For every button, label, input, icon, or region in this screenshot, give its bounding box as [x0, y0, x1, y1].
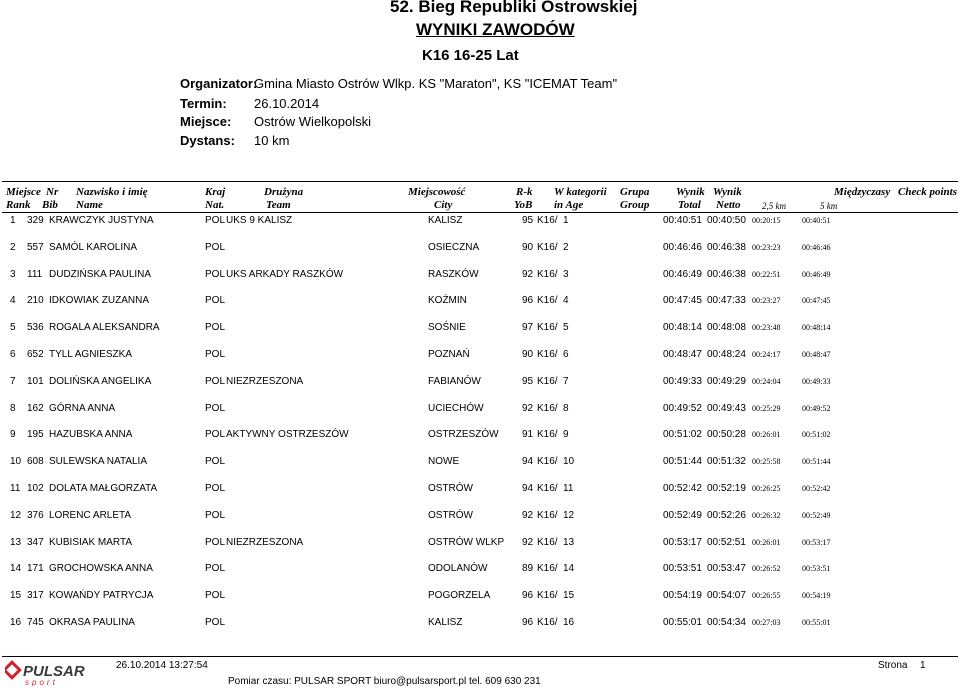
- cell-s2: 00:46:49: [802, 269, 831, 279]
- cell-yob: 96: [522, 295, 534, 307]
- cell-place: 4: [563, 295, 569, 307]
- col-city-pl: Miejscowość: [408, 186, 466, 198]
- cell-place: 6: [563, 349, 569, 360]
- cell-s2: 00:54:19: [802, 591, 831, 601]
- table-row: [0, 429, 960, 443]
- table-row: [0, 349, 960, 363]
- cell-place: 12: [563, 509, 575, 521]
- cell-total: 00:51:44: [663, 456, 702, 468]
- table-row: [0, 456, 960, 470]
- cell-s1: 00:24:04: [752, 376, 781, 386]
- col-nat-en: Nat.: [205, 199, 225, 211]
- cell-s2: 00:52:49: [802, 510, 831, 520]
- cell-s2: 00:53:17: [802, 537, 831, 547]
- cell-total: 00:53:51: [663, 563, 702, 575]
- event-title: 52. Bieg Republiki Ostrowskiej: [390, 0, 638, 16]
- cell-nat: POL: [205, 349, 226, 360]
- cell-name: HAZUBSKA ANNA: [49, 429, 133, 441]
- cell-team: UKS ARKADY RASZKÓW: [226, 268, 344, 280]
- cell-place: 8: [563, 402, 569, 414]
- header-bottom-rule: [2, 212, 958, 213]
- cell-netto: 00:52:26: [707, 509, 746, 521]
- cell-name: GROCHOWSKA ANNA: [49, 563, 153, 575]
- col-rank-en: Rank: [6, 199, 31, 211]
- cell-nat: POL: [205, 617, 226, 628]
- cell-rank: 10: [10, 456, 22, 468]
- col-age-pl: W kategorii: [554, 186, 607, 198]
- cell-s1: 00:24:17: [752, 350, 781, 359]
- logo-sub: sport: [25, 678, 58, 686]
- cell-yob: 92: [522, 402, 534, 414]
- cell-cat: K16/: [537, 509, 558, 521]
- cell-rank: 13: [10, 536, 22, 548]
- cell-s1: 00:26:01: [752, 537, 781, 547]
- col-city-en: City: [434, 199, 453, 211]
- cell-nat: POL: [205, 590, 226, 602]
- cell-s1: 00:27:03: [752, 618, 781, 627]
- cell-place: 16: [563, 617, 575, 628]
- col-checkpoints: Check points: [898, 186, 957, 198]
- distance-value: 10 km: [254, 133, 290, 148]
- cell-yob: 97: [522, 322, 534, 334]
- cell-s2: 00:40:51: [802, 216, 831, 225]
- cell-s1: 00:26:52: [752, 564, 781, 574]
- cell-cat: K16/: [537, 590, 558, 602]
- cell-team: AKTYWNY OSTRZESZÓW: [226, 429, 349, 441]
- cell-s1: 00:26:25: [752, 484, 781, 493]
- cell-s2: 00:46:46: [802, 242, 831, 252]
- cell-city: OSTRÓW WLKP: [428, 536, 505, 548]
- table-row: [0, 242, 960, 256]
- cell-total: 00:55:01: [663, 617, 702, 628]
- cell-s2: 00:49:33: [802, 376, 831, 386]
- print-timestamp: 26.10.2014 13:27:54: [116, 660, 208, 671]
- cell-rank: 1: [10, 215, 16, 226]
- col-group-pl: Grupa: [620, 186, 650, 198]
- cell-bib: 557: [27, 241, 44, 253]
- cell-netto: 00:48:08: [707, 322, 746, 334]
- cell-nat: POL: [205, 483, 226, 494]
- cell-nat: POL: [205, 295, 226, 307]
- cell-netto: 00:52:51: [707, 536, 746, 548]
- cell-cat: K16/: [537, 322, 558, 334]
- cell-nat: POL: [205, 456, 226, 468]
- results-heading: WYNIKI ZAWODÓW: [416, 20, 575, 39]
- cell-rank: 5: [10, 322, 16, 334]
- col-netto-en: Netto: [716, 199, 741, 211]
- cell-nat: POL: [205, 322, 226, 334]
- cell-name: OKRASA PAULINA: [49, 617, 135, 628]
- cell-city: UCIECHÓW: [428, 402, 484, 414]
- cell-team: NIEZRZESZONA: [226, 375, 304, 387]
- cell-name: ROGALA ALEKSANDRA: [49, 322, 160, 334]
- cell-s2: 00:47:45: [802, 296, 831, 306]
- cell-s1: 00:25:58: [752, 457, 781, 467]
- col-total-en: Total: [678, 199, 701, 211]
- cell-bib: 171: [27, 563, 44, 575]
- cell-cat: K16/: [537, 563, 558, 575]
- cell-s2: 00:49:52: [802, 403, 831, 413]
- cell-total: 00:48:14: [663, 322, 702, 334]
- cell-s2: 00:53:51: [802, 564, 831, 574]
- cell-place: 10: [563, 456, 575, 468]
- col-yob-pl: R-k: [516, 186, 533, 198]
- cell-cat: K16/: [537, 456, 558, 468]
- cell-city: OSTRÓW: [428, 483, 473, 494]
- cell-nat: POL: [205, 241, 226, 253]
- col-age-en: in Age: [554, 199, 584, 211]
- cell-bib: 608: [27, 456, 44, 468]
- cell-cat: K16/: [537, 429, 558, 441]
- cell-place: 13: [563, 536, 575, 548]
- cell-netto: 00:50:28: [707, 429, 746, 441]
- cell-name: SULEWSKA NATALIA: [49, 456, 147, 468]
- cell-cat: K16/: [537, 268, 558, 280]
- cell-name: IDKOWIAK ZUZANNA: [49, 295, 150, 307]
- date-value: 26.10.2014: [254, 96, 320, 111]
- cell-name: DOLIŃSKA ANGELIKA: [49, 375, 152, 387]
- cell-place: 5: [563, 322, 569, 334]
- cell-s1: 00:23:48: [752, 323, 781, 333]
- cell-rank: 7: [10, 375, 16, 387]
- cell-netto: 00:53:47: [707, 563, 746, 575]
- cell-name: DUDZIŃSKA PAULINA: [49, 268, 152, 280]
- cell-yob: 96: [522, 617, 534, 628]
- cell-cat: K16/: [537, 295, 558, 307]
- cell-s1: 00:26:01: [752, 430, 781, 440]
- cell-s1: 00:22:51: [752, 269, 781, 279]
- col-name-pl: Nazwisko i imię: [76, 186, 148, 198]
- cell-s2: 00:48:47: [802, 350, 831, 359]
- cell-place: 2: [563, 241, 569, 253]
- cell-total: 00:52:49: [663, 509, 702, 521]
- cell-cat: K16/: [537, 375, 558, 387]
- cell-cat: K16/: [537, 617, 558, 628]
- cell-netto: 00:47:33: [707, 295, 746, 307]
- date-label: Termin:: [180, 96, 227, 111]
- cell-team: UKS 9 KALISZ: [226, 215, 293, 226]
- table-row: [0, 563, 960, 577]
- page-label: Strona: [878, 660, 908, 671]
- table-row: [0, 510, 960, 524]
- cell-cat: K16/: [537, 402, 558, 414]
- cell-cat: K16/: [537, 483, 558, 494]
- page-number: 1: [920, 660, 926, 671]
- cell-rank: 4: [10, 295, 16, 307]
- cell-rank: 15: [10, 590, 22, 602]
- cell-place: 15: [563, 590, 575, 602]
- logo-text: PULSAR: [23, 663, 85, 680]
- cell-name: TYLL AGNIESZKA: [49, 349, 132, 360]
- pulsar-sport-logo: [5, 660, 101, 686]
- col-rank-pl: Miejsce: [6, 186, 41, 198]
- cell-yob: 95: [522, 375, 534, 387]
- cell-netto: 00:48:24: [707, 349, 746, 360]
- cell-nat: POL: [205, 215, 226, 226]
- cell-bib: 317: [27, 590, 44, 602]
- col-total-pl: Wynik: [676, 186, 705, 198]
- cell-place: 14: [563, 563, 575, 575]
- cell-rank: 16: [10, 617, 22, 628]
- cell-name: KRAWCZYK JUSTYNA: [49, 215, 154, 226]
- cell-yob: 92: [522, 536, 534, 548]
- cell-yob: 90: [522, 349, 534, 360]
- distance-label: Dystans:: [180, 133, 235, 148]
- cell-bib: 536: [27, 322, 44, 334]
- cell-yob: 96: [522, 590, 534, 602]
- cell-total: 00:47:45: [663, 295, 702, 307]
- cell-name: KOWAŃDY PATRYCJA: [49, 590, 154, 602]
- cell-total: 00:51:02: [663, 429, 702, 441]
- cell-city: RASZKÓW: [428, 268, 479, 280]
- cell-s2: 00:55:01: [802, 618, 831, 627]
- cell-cat: K16/: [537, 241, 558, 253]
- table-row: [0, 590, 960, 604]
- cell-bib: 745: [27, 617, 44, 628]
- col-nat-pl: Kraj: [205, 186, 226, 198]
- table-row: [0, 537, 960, 551]
- cell-yob: 92: [522, 509, 534, 521]
- cell-rank: 8: [10, 402, 16, 414]
- cell-netto: 00:46:38: [707, 268, 746, 280]
- cell-place: 9: [563, 429, 569, 441]
- cell-s1: 00:25:29: [752, 403, 781, 413]
- cell-rank: 14: [10, 563, 22, 575]
- cell-rank: 9: [10, 429, 16, 441]
- cell-rank: 3: [10, 268, 16, 280]
- table-row: [0, 617, 960, 631]
- cell-s2: 00:51:02: [802, 430, 831, 440]
- cell-city: ODOLANÓW: [428, 563, 488, 575]
- cell-city: POZNAŃ: [428, 349, 470, 360]
- cell-yob: 94: [522, 483, 534, 494]
- col-split2: 5 km: [820, 201, 838, 211]
- cell-s1: 00:26:32: [752, 510, 781, 520]
- cell-place: 11: [563, 483, 574, 494]
- cell-nat: POL: [205, 402, 226, 414]
- table-row: [0, 483, 960, 497]
- cell-yob: 90: [522, 241, 534, 253]
- cell-yob: 95: [522, 215, 534, 226]
- cell-s1: 00:26:55: [752, 591, 781, 601]
- organizer-label: Organizator:: [180, 76, 258, 91]
- cell-bib: 347: [27, 536, 44, 548]
- cell-bib: 162: [27, 402, 44, 414]
- cell-yob: 92: [522, 268, 534, 280]
- col-yob-en: YoB: [514, 199, 533, 211]
- footer-rule: [2, 656, 958, 657]
- cell-city: FABIANÓW: [428, 375, 481, 387]
- table-row: [0, 295, 960, 309]
- cell-yob: 94: [522, 456, 534, 468]
- cell-city: KALISZ: [428, 215, 463, 226]
- category-heading: K16 16-25 Lat: [422, 47, 519, 64]
- place-value: Ostrów Wielkopolski: [254, 114, 372, 129]
- cell-s1: 00:23:23: [752, 242, 781, 252]
- place-label: Miejsce:: [180, 114, 232, 129]
- col-splits-pl: Międzyczasy: [834, 186, 891, 198]
- cell-s2: 00:51:44: [802, 457, 831, 467]
- col-split1: 2,5 km: [762, 201, 786, 211]
- cell-city: SOŚNIE: [428, 322, 466, 334]
- cell-name: KUBISIAK MARTA: [49, 536, 132, 548]
- table-row: [0, 322, 960, 336]
- cell-cat: K16/: [537, 349, 558, 360]
- cell-nat: POL: [205, 509, 226, 521]
- cell-netto: 00:52:19: [707, 483, 746, 494]
- table-row: [0, 215, 960, 229]
- cell-nat: POL: [205, 563, 226, 575]
- cell-name: GÓRNA ANNA: [49, 402, 116, 414]
- cell-netto: 00:51:32: [707, 456, 746, 468]
- cell-rank: 6: [10, 349, 16, 360]
- col-bib-en: Bib: [42, 199, 58, 211]
- cell-city: KALISZ: [428, 617, 463, 628]
- cell-total: 00:46:46: [663, 241, 702, 253]
- cell-name: DOLATA MAŁGORZATA: [49, 483, 158, 494]
- cell-bib: 376: [27, 509, 44, 521]
- cell-bib: 652: [27, 349, 44, 360]
- cell-yob: 89: [522, 563, 534, 575]
- cell-city: OSTRZESZÓW: [428, 429, 499, 441]
- cell-name: SAMÓL KAROLINA: [49, 241, 137, 253]
- cell-place: 7: [563, 375, 569, 387]
- cell-total: 00:54:19: [663, 590, 702, 602]
- cell-bib: 195: [27, 429, 44, 441]
- cell-bib: 111: [27, 268, 43, 280]
- cell-netto: 00:49:29: [707, 375, 746, 387]
- cell-total: 00:53:17: [663, 536, 702, 548]
- cell-bib: 102: [27, 483, 44, 494]
- cell-netto: 00:54:34: [707, 617, 746, 628]
- table-row: [0, 403, 960, 417]
- cell-rank: 2: [10, 241, 16, 253]
- cell-city: OSIECZNA: [428, 241, 480, 253]
- col-netto-pl: Wynik: [713, 186, 742, 198]
- cell-city: OSTRÓW: [428, 509, 473, 521]
- col-bib-pl: Nr: [46, 186, 59, 198]
- cell-total: 00:40:51: [663, 215, 702, 226]
- cell-netto: 00:49:43: [707, 402, 746, 414]
- cell-nat: POL: [205, 429, 226, 441]
- cell-netto: 00:46:38: [707, 241, 746, 253]
- cell-city: NOWE: [428, 456, 460, 468]
- cell-s1: 00:23:27: [752, 296, 781, 306]
- cell-nat: POL: [205, 268, 226, 280]
- cell-bib: 329: [27, 215, 44, 226]
- table-row: [0, 376, 960, 390]
- cell-total: 00:49:52: [663, 402, 702, 414]
- cell-netto: 00:54:07: [707, 590, 746, 602]
- cell-place: 1: [563, 215, 569, 226]
- cell-city: POGORZELA: [428, 590, 491, 602]
- table-row: [0, 269, 960, 283]
- cell-nat: POL: [205, 536, 226, 548]
- cell-cat: K16/: [537, 215, 558, 226]
- cell-bib: 210: [27, 295, 44, 307]
- cell-netto: 00:40:50: [707, 215, 746, 226]
- cell-total: 00:52:42: [663, 483, 702, 494]
- organizer-value: Gmina Miasto Ostrów Wlkp. KS "Maraton", KS "ICEMAT Team": [254, 76, 618, 91]
- cell-total: 00:49:33: [663, 375, 702, 387]
- cell-total: 00:48:47: [663, 349, 702, 360]
- cell-s2: 00:48:14: [802, 323, 831, 333]
- cell-s1: 00:20:15: [752, 216, 781, 225]
- cell-name: LORENC ARLETA: [49, 509, 132, 521]
- cell-cat: K16/: [537, 536, 558, 548]
- col-group-en: Group: [620, 199, 650, 211]
- col-team-pl: Drużyna: [264, 186, 304, 198]
- cell-nat: POL: [205, 375, 226, 387]
- cell-yob: 91: [522, 429, 534, 441]
- cell-place: 3: [563, 268, 569, 280]
- timing-credit: Pomiar czasu: PULSAR SPORT biuro@pulsarsport.pl tel. 609 630 231: [228, 676, 541, 687]
- col-team-en: Team: [266, 199, 291, 211]
- header-top-rule: [2, 181, 958, 182]
- cell-team: NIEZRZESZONA: [226, 536, 304, 548]
- cell-s2: 00:52:42: [802, 484, 831, 493]
- cell-city: KOŹMIN: [428, 295, 467, 307]
- cell-bib: 101: [27, 375, 44, 387]
- col-name-en: Name: [76, 199, 103, 211]
- cell-rank: 12: [10, 509, 22, 521]
- cell-rank: 11: [10, 483, 21, 494]
- cell-total: 00:46:49: [663, 268, 702, 280]
